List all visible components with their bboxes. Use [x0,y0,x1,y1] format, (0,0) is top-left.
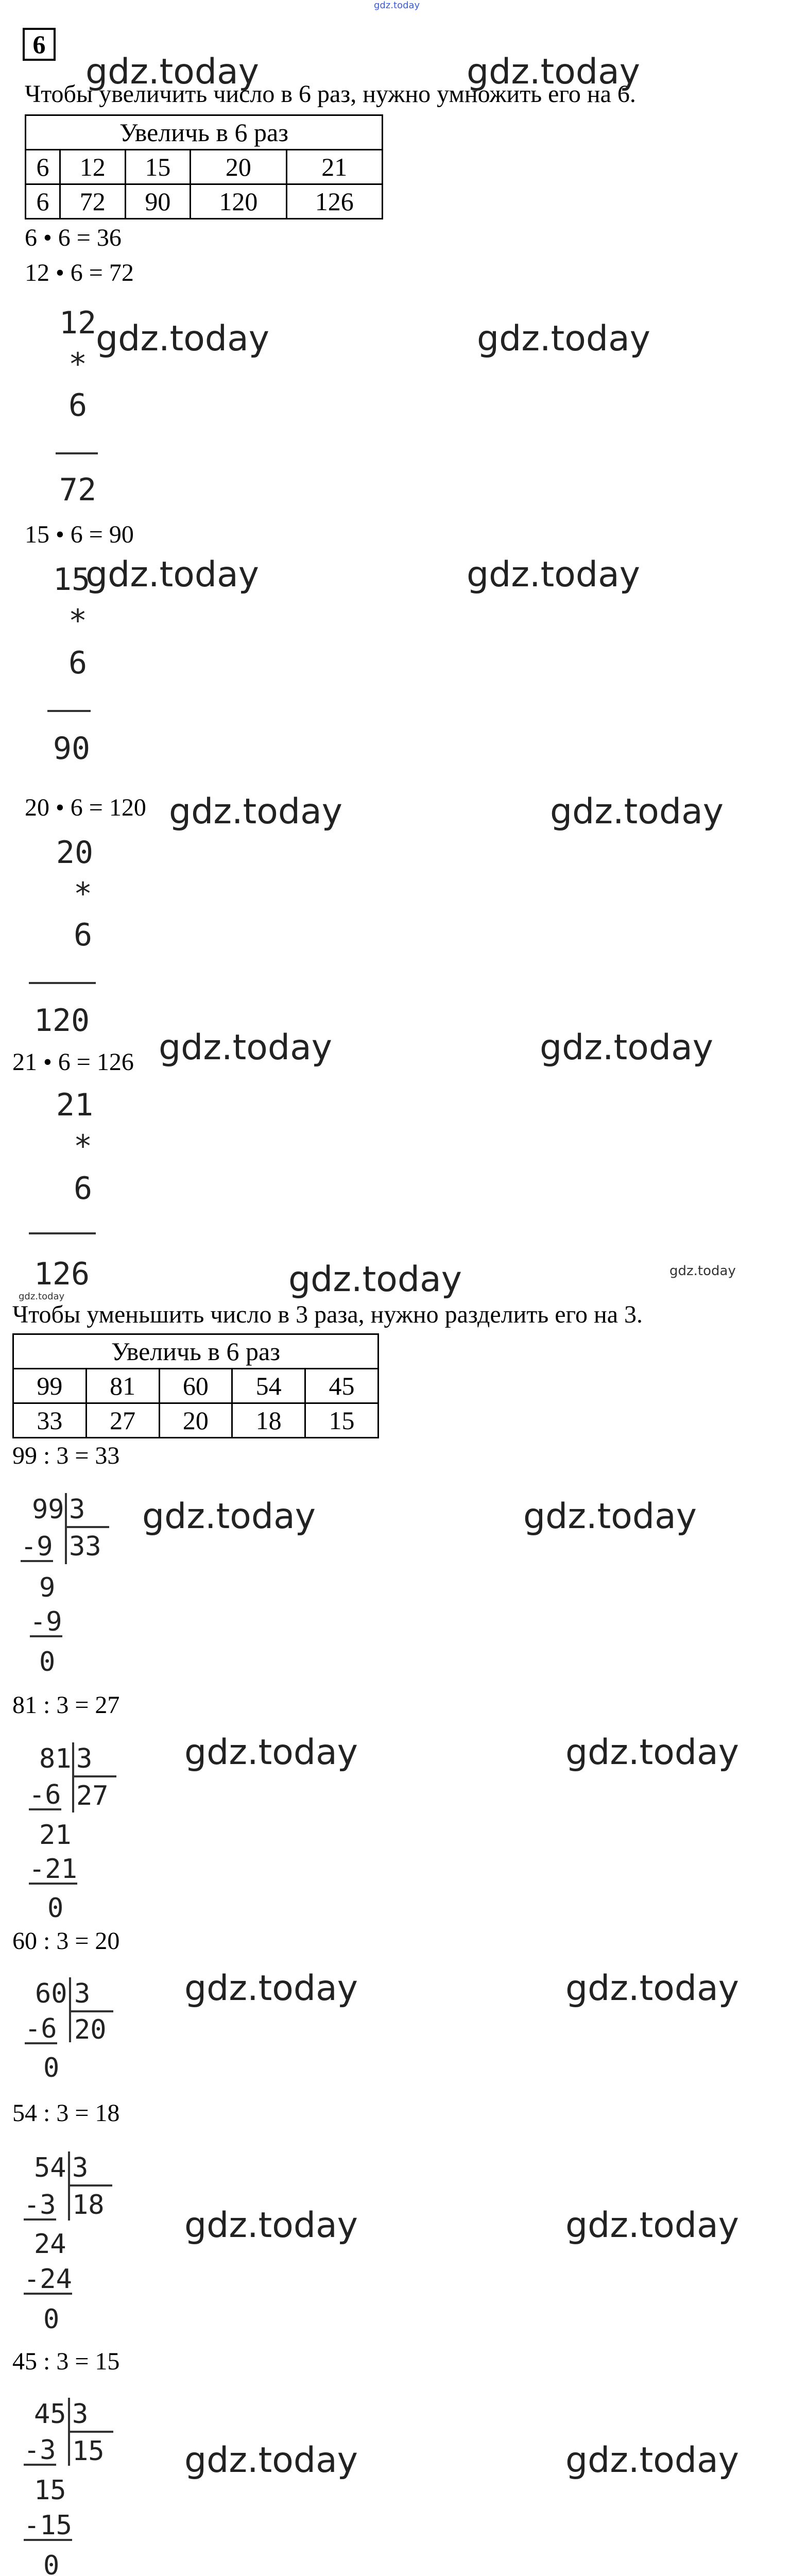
subtrahend: -6 [25,2013,57,2044]
quotient: 27 [76,1781,109,1811]
table-cell: 18 [232,1403,305,1438]
watermark: gdz.today [169,791,342,832]
remainder: 0 [47,1893,64,1924]
divisor: 3 [76,1743,93,1774]
divide-table-row-result [13,1403,379,1438]
watermark: gdz.today [96,318,269,359]
watermark: gdz.today [565,1732,739,1773]
table-cell: 120 [191,184,286,219]
multiplier: 6 [73,917,93,953]
remainder: 15 [34,2475,66,2506]
watermark: gdz.today [19,1291,65,1302]
remainder: 0 [43,2550,60,2576]
watermark: gdz.today [550,791,724,832]
divide-table-title: Увеличь в 6 раз [13,1334,379,1369]
equation-line: 12 • 6 = 72 [25,259,134,286]
subtrahend: -15 [24,2510,72,2541]
dividend: 45 [34,2399,66,2430]
table-cell: 15 [125,150,191,184]
watermark: gdz.today [85,554,259,595]
table-cell: 33 [13,1403,87,1438]
dividend: 99 [32,1494,64,1525]
site-link[interactable]: gdz.today [374,0,420,11]
multiply-sign: * [68,346,88,382]
division-line [69,2431,113,2433]
subtrahend: -6 [29,1780,61,1810]
result-line [47,710,91,712]
product: 72 [59,472,97,508]
division-bar [72,1742,74,1812]
multiplier: 6 [68,645,88,681]
division-line [66,1526,109,1528]
table-cell: 27 [86,1403,159,1438]
watermark: gdz.today [85,52,259,92]
watermark: gdz.today [184,2205,358,2246]
multiply-sign: * [73,1128,93,1164]
subtrahend: -21 [29,1854,77,1885]
table-cell: 20 [191,150,286,184]
multiply-sign: * [68,603,88,639]
division-line [73,1775,116,1777]
subtrahend: -3 [24,2190,56,2221]
divisor: 3 [72,2399,89,2430]
watermark: gdz.today [142,1496,316,1537]
watermark: gdz.today [477,318,650,359]
multiply-table-title: Увеличь в 6 раз [26,115,383,150]
multiplier: 6 [68,387,88,423]
watermark: gdz.today [540,1027,713,1068]
equation-line: 20 • 6 = 120 [25,794,146,821]
table-cell: 6 [26,150,60,184]
table-cell: 90 [125,184,191,219]
table-cell: 20 [159,1403,232,1438]
divisor: 3 [72,2153,89,2183]
multiply-sign: * [73,876,93,912]
table-cell: 21 [286,150,382,184]
equation-line: 45 : 3 = 15 [12,2348,120,2375]
remainder: 9 [39,1572,56,1603]
table-cell: 15 [305,1403,379,1438]
quotient: 15 [72,2436,105,2467]
table-cell: 99 [13,1369,87,1403]
table-cell: 126 [286,184,382,219]
division-bar [69,1977,71,2042]
watermark: gdz.today [565,1968,739,2009]
equation-line: 60 : 3 = 20 [12,1927,120,1955]
product: 126 [33,1256,90,1292]
equation-line: 99 : 3 = 33 [12,1442,120,1469]
multiplicand: 20 [56,835,94,871]
multiplier: 6 [73,1171,93,1207]
dividend: 60 [35,1978,67,2009]
result-line [56,452,98,454]
equation-line: 15 • 6 = 90 [25,521,134,548]
watermark: gdz.today [467,554,640,595]
watermark: gdz.today [669,1263,736,1279]
division-line [70,2010,113,2012]
rule-divide: Чтобы уменьшить число в 3 раза, нужно разделить его на 3. [12,1301,643,1328]
rule-multiply: Чтобы увеличить число в 6 раз, нужно умножить его на 6. [25,80,636,108]
quotient: 18 [72,2190,105,2221]
equation-line: 21 • 6 = 126 [12,1048,134,1076]
watermark: gdz.today [467,52,640,92]
multiplicand: 15 [53,562,91,598]
watermark: gdz.today [184,1968,358,2009]
task-number-badge: 6 [23,28,56,61]
remainder: 0 [43,2304,60,2335]
divide-table [12,1333,379,1438]
multiply-table-row-original [26,150,383,184]
multiply-table [25,114,383,219]
table-cell: 6 [26,184,60,219]
equation-line: 6 • 6 = 36 [25,224,122,251]
watermark: gdz.today [184,1732,358,1773]
table-cell: 60 [159,1369,232,1403]
quotient: 33 [69,1531,101,1562]
multiply-table-row-result [26,184,383,219]
subtrahend: -9 [21,1531,53,1562]
multiplicand: 21 [56,1087,94,1123]
divisor: 3 [69,1494,85,1525]
remainder: 24 [34,2229,66,2260]
subtrahend: -3 [24,2435,56,2466]
table-cell: 54 [232,1369,305,1403]
result-line [29,1232,96,1234]
multiplicand: 12 [59,305,97,341]
product: 120 [33,1003,90,1039]
subtrahend: -9 [30,1606,62,1637]
watermark: gdz.today [159,1027,332,1068]
divisor: 3 [74,1978,91,2009]
table-cell: 81 [86,1369,159,1403]
equation-line: 81 : 3 = 27 [12,1691,120,1719]
watermark: gdz.today [565,2440,739,2481]
remainder: 0 [43,2053,60,2083]
watermark: gdz.today [184,2440,358,2481]
watermark: gdz.today [288,1259,462,1300]
table-cell: 72 [60,184,125,219]
watermark: gdz.today [565,2205,739,2246]
dividend: 81 [39,1743,72,1774]
product: 90 [53,731,91,767]
subtrahend: -24 [24,2264,72,2295]
watermark: gdz.today [523,1496,697,1537]
quotient: 20 [74,2014,107,2045]
dividend: 54 [34,2153,66,2183]
equation-line: 54 : 3 = 18 [12,2099,120,2127]
remainder: 0 [39,1647,56,1677]
division-line [69,2184,112,2187]
division-bar [65,1493,67,1564]
result-line [29,982,96,984]
remainder: 21 [39,1820,72,1851]
table-cell: 12 [60,150,125,184]
table-cell: 45 [305,1369,379,1403]
divide-table-row-original [13,1369,379,1403]
